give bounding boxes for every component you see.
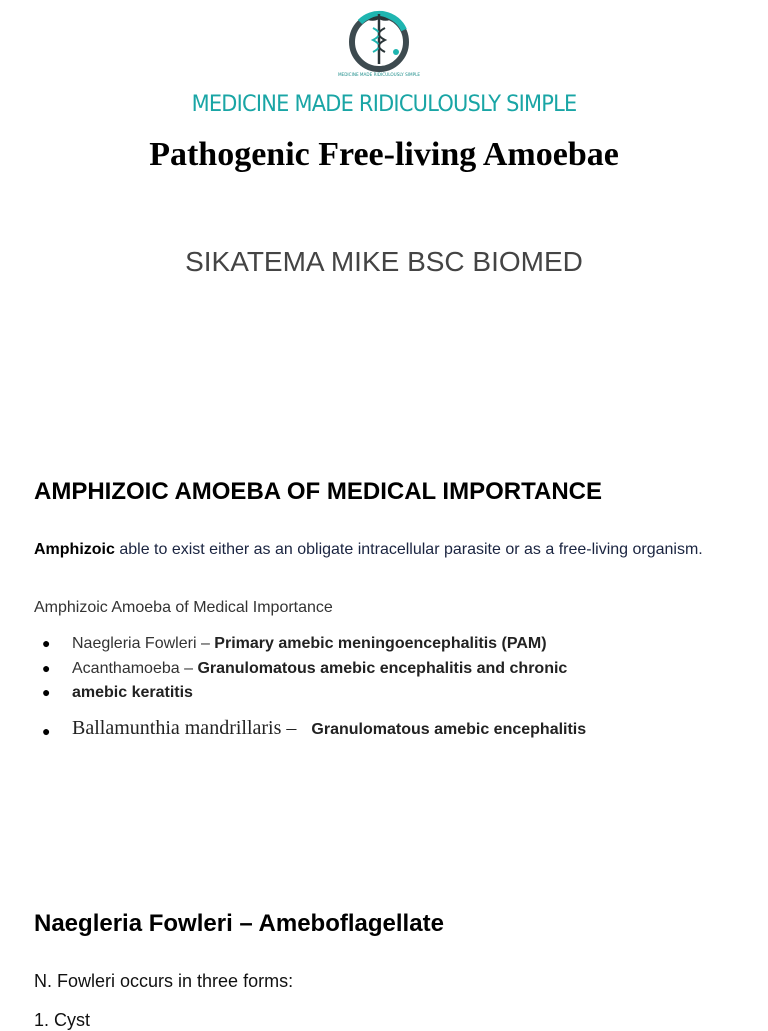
logo-text: MEDICINE MADE RIDICULOUSLY SIMPLE [338, 72, 420, 77]
caduceus-stethoscope-logo-icon [338, 8, 420, 80]
author-line: SIKATEMA MIKE BSC BIOMED [185, 246, 583, 277]
forms-intro: N. Fowleri occurs in three forms: [34, 971, 294, 991]
page-title: Pathogenic Free-living Amoebae [149, 136, 619, 173]
definition-paragraph [34, 538, 714, 562]
organism-name: Naegleria Fowleri [72, 635, 197, 652]
disease-name: Granulomatous amebic encephalitis and chronic [197, 660, 568, 677]
bullet-dot: ● [42, 660, 51, 676]
disease-name: amebic keratitis [72, 684, 193, 701]
disease-name: Granulomatous amebic encephalitis [311, 721, 587, 738]
separator: – [196, 635, 215, 652]
separator: – [281, 717, 302, 739]
bullet-dot: ● [42, 635, 51, 651]
bullet-dot: ● [42, 723, 51, 739]
section-heading-naegleria: Naegleria Fowleri – Ameboflagellate [34, 910, 444, 937]
organism-name: Acanthamoeba [72, 660, 180, 677]
subheading-amphizoic: Amphizoic Amoeba of Medical Importance [34, 599, 333, 616]
bullet-dot: ● [42, 684, 51, 700]
separator: – [179, 660, 198, 677]
logo [338, 8, 420, 80]
definition-text: able to exist either as an obligate intracellular parasite or as a free-living organism. [114, 541, 703, 558]
organism-name: Ballamunthia mandrillaris [72, 717, 282, 739]
list-item: 1. Cyst [34, 1010, 91, 1030]
section-heading-amphizoic: AMPHIZOIC AMOEBA OF MEDICAL IMPORTANCE [34, 478, 602, 505]
brand-name: MEDICINE MADE RIDICULOUSLY SIMPLE [191, 92, 577, 117]
disease-name: Primary amebic meningoencephalitis (PAM) [214, 635, 547, 652]
definition-term: Amphizoic [34, 541, 115, 558]
